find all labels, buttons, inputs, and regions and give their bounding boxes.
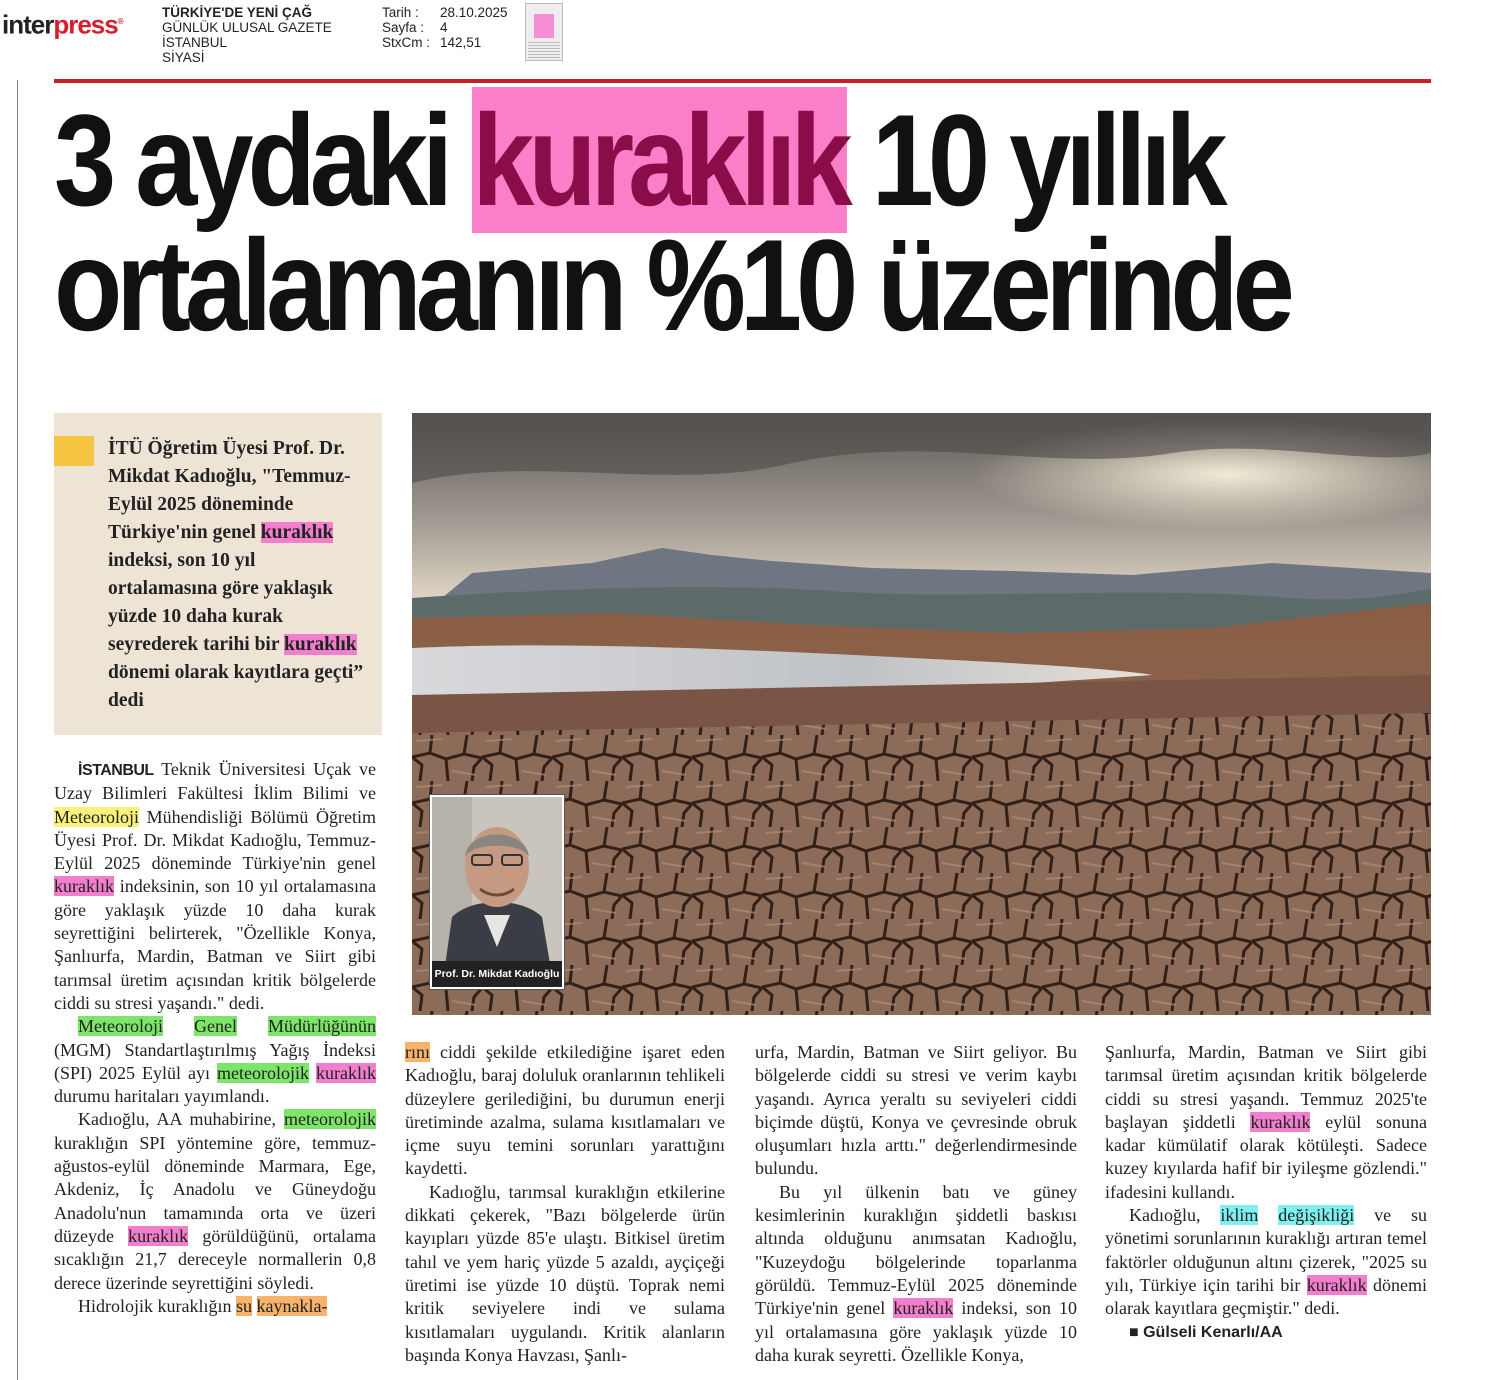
byline: ■ Gülseli Kenarlı/AA: [1129, 1323, 1283, 1341]
portrait-image: [432, 797, 562, 987]
paragraph: İSTANBUL Teknik Üniversitesi Uçak ve Uzay Bilimleri Fakültesi İklim Bilimi ve Meteoroloji Mühendisliği Bölümü Öğretim Üyesi Prof. Dr. Mikdat Kadıoğlu, Temmuz-Eylül 2025 döneminde Türkiye'nin genel kuraklık indeksinin, son 10 yıl ortalamasına göre yaklaşık yüzde 10 daha kurak seyrettiğini belirterek, "Özellikle Konya, Şanlıurfa, Mardin, Batman ve Siirt gibi tarımsal üretim açısından kritik bölgelerde ciddi su stresi yaşandı." dedi.: [54, 759, 376, 1013]
headline: [54, 87, 1439, 358]
margin-rule: [17, 80, 18, 1380]
publication-info: [162, 5, 332, 65]
paragraph: Kadıoğlu, iklim değişikliği ve su yönetimi sorunlarının kuraklığı artıran temel faktörler olduğunun altını çizerek, "2025 su yılı, Türkiye için tarihi bir kuraklık dönemi olarak kayıtlara geçmiştir." dedi.: [1105, 1205, 1428, 1319]
date-value: 28.10.2025: [440, 5, 508, 20]
paragraph: Şanlıurfa, Mardin, Batman ve Siirt gibi tarımsal üretim açısından kritik bölgelerde ciddi su stresi yaşandı. Temmuz 2025'te başlayan şiddetli kuraklık eylül sonuna kadar kümülatif olarak kötüleşti. Sadece kuzey kıyılarda hafif bir iyileşme gözlendi." ifadesini kullandı.: [1105, 1042, 1427, 1202]
page-value: 4: [440, 20, 448, 35]
spot-text: İTÜ Öğretim Üyesi Prof. Dr. Mikdat Kadıoğlu, "Temmuz-Eylül 2025 döneminde Türkiye'nin genel kuraklık indeksi, son 10 yıl ortalamasına göre yaklaşık yüzde 10 daha kurak seyrederek tarihi bir kuraklık dönemi olarak kayıtlara geçti” dedi: [108, 438, 364, 711]
stxcm-label: StxCm :: [382, 35, 431, 50]
thumbnail-highlight: [534, 14, 554, 38]
article-column-1: [54, 758, 376, 1318]
publication-section: SİYASİ: [162, 50, 205, 65]
paragraph: Hidrolojik kuraklığın su kaynakla-: [78, 1295, 328, 1316]
paragraph: Bu yıl ülkenin batı ve güney kesimlerinin kuraklığın şiddetli baskısı altında olduğunu anımsatan Kadıoğlu, "Kuzeydoğu bölgelerinde toparlanma görüldü. Temmuz-Eylül 2025 döneminde Türkiye'nin genel kuraklık indeksi, son 10 yıl ortalamasına göre yaklaşık yüzde 10 daha kurak seyretti. Özellikle Konya,: [755, 1181, 1077, 1365]
page-thumbnail[interactable]: [525, 3, 563, 61]
paragraph: rını ciddi şekilde etkilediğine işaret eden Kadıoğlu, baraj doluluk oranlarının tehlikeli düzeylere gerilediğini, bu durumun enerji üretiminde azalma, sulama kısıtlamaları ve içme suyu temini sorunları yarattığını kaydetti.: [405, 1042, 725, 1179]
headline-highlight: kuraklık: [472, 87, 847, 233]
article-column-3: [755, 1041, 1077, 1367]
paragraph: Meteoroloji Genel Müdürlüğünün (MGM) Standartlaştırılmış Yağış İndeksi (SPI) 2025 Eylül ayı meteorolojik kuraklık durumu haritaları yayımlandı.: [54, 1016, 377, 1107]
stxcm-value: 142,51: [440, 35, 482, 50]
drought-photo: [412, 413, 1431, 1015]
spot-marker: [54, 436, 94, 466]
article-column-4: [1105, 1041, 1427, 1344]
headline-line-2: ortalamanın %10 üzerinde: [54, 212, 1289, 358]
portrait-inset: [430, 795, 564, 989]
drought-landscape-image: [412, 413, 1431, 1015]
paragraph: urfa, Mardin, Batman ve Siirt geliyor. Bu bölgelerde ciddi su stresi ve verim kaybı yaşandı. Ayrıca yeraltı su seviyeleri ciddi biçimde düştü, Konya ve çevresinde obruk oluşumları hızla arttı." değerlendirmesinde bulundu.: [755, 1042, 1077, 1179]
date-label: Tarih :: [382, 5, 419, 20]
publication-name: TÜRKİYE'DE YENİ ÇAĞ: [162, 5, 312, 20]
portrait-caption: Prof. Dr. Mikdat Kadıoğlu: [432, 961, 562, 987]
publication-type: GÜNLÜK ULUSAL GAZETE: [162, 20, 332, 35]
headline-line-1: 3 aydaki kuraklık 10 yıllık: [54, 87, 1222, 233]
paragraph: Kadıoğlu, tarımsal kuraklığın etkilerine dikkati çekerek, "Bazı bölgelerde ürün kayıpları yüzde 85'e ulaştı. Bitkisel üretim tahıl ve yem hariç yüzde 5 azaldı, ayçiçeği üretimi ise yüzde 10 düştü. Toprak nemi kritik seviyelere indi ve sulama kısıtlamaları uygulandı. Kritik alanların başında Konya Havzası, Şanlı-: [405, 1181, 725, 1365]
interpress-logo: interpress®: [2, 9, 123, 40]
clipping-meta: [382, 5, 508, 50]
thumbnail-lines: [528, 42, 560, 58]
dateline: İSTANBUL: [78, 762, 154, 779]
page-label: Sayfa :: [382, 20, 425, 35]
publication-city: İSTANBUL: [162, 35, 228, 50]
paragraph: Kadıoğlu, AA muhabirine, meteorolojik kuraklığın SPI yöntemine göre, temmuz-ağustos-eylül döneminde Marmara, Ege, Akdeniz, İç Anadolu ve Güneydoğu Anadolu'nun tamamında orta ve üzeri düzeyde kuraklık görüldüğünü, ortalama sıcaklığın 21,7 dereceyle normallerin 0,8 derece üzerinde seyrettiğini söyledi.: [54, 1109, 376, 1293]
header-divider: [54, 79, 1431, 83]
article-column-2: [405, 1041, 725, 1367]
